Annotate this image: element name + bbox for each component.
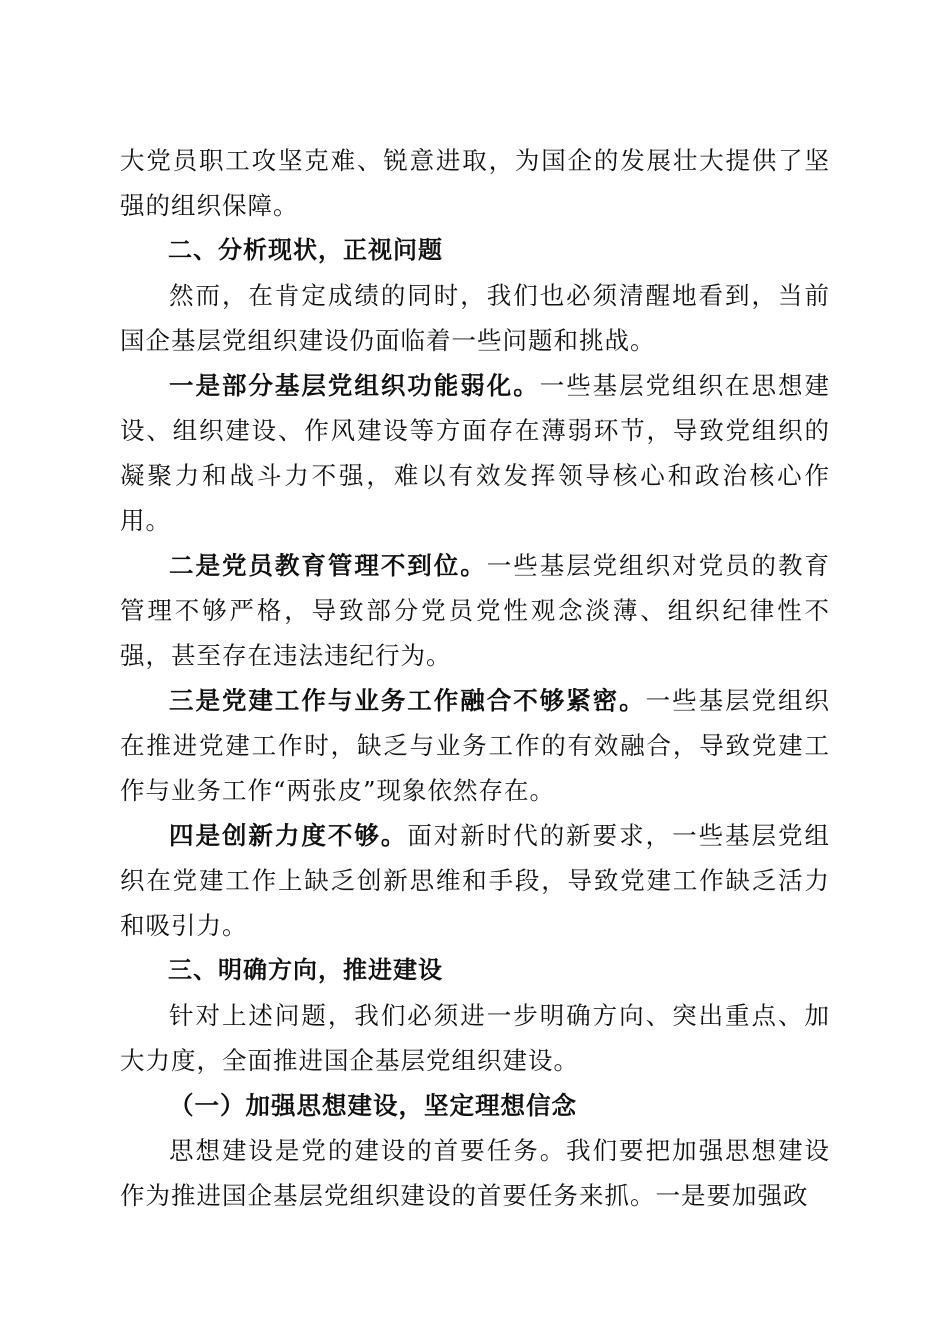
paragraph-direction-intro: 针对上述问题，我们必须进一步明确方向、突出重点、加大力度，全面推进国企基层党组织建设。: [120, 1001, 830, 1075]
section-heading-analysis: 二、分析现状，正视问题: [168, 236, 443, 264]
problem-item-2: [120, 543, 830, 678]
problem-item-1-lead: 一是部分基层党组织功能弱化。: [169, 371, 540, 400]
paragraph-continued: 大党员职工攻坚克难、锐意进取，为国企的发展壮大提供了坚强的组织保障。: [120, 146, 830, 220]
document-body: [120, 138, 830, 1218]
section-heading-direction: 三、明确方向，推进建设: [168, 956, 443, 984]
problem-item-4-body: 面对新时代的新要求，一些基层党组织在党建工作上缺乏创新思维和手段，导致党建工作缺乏活力和吸引力。: [120, 821, 830, 940]
problem-item-4: [120, 813, 830, 948]
problem-item-1: [120, 363, 830, 543]
problem-item-4-lead: 四是创新力度不够。: [169, 821, 408, 850]
problem-item-2-body: 一些基层党组织对党员的教育管理不够严格，导致部分党员党性观念淡薄、组织纪律性不强，甚至存在违法违纪行为。: [120, 551, 830, 670]
paragraph-ideology: 思想建设是党的建设的首要任务。我们要把加强思想建设作为推进国企基层党组织建设的首要任务来抓。一是要加强政: [120, 1136, 830, 1210]
subsection-heading-ideology: （一）加强思想建设，坚定理想信念: [169, 1091, 577, 1120]
problem-item-3-body: 一些基层党组织在推进党建工作时，缺乏与业务工作的有效融合，导致党建工作与业务工作“两张皮”现象依然存在。: [120, 686, 830, 805]
problem-item-2-lead: 二是党员教育管理不到位。: [169, 551, 487, 580]
problem-item-3: [120, 678, 830, 813]
problem-item-3-lead: 三是党建工作与业务工作融合不够紧密。: [169, 686, 646, 715]
paragraph-intro-problems: 然而，在肯定成绩的同时，我们也必须清醒地看到，当前国企基层党组织建设仍面临着一些问题和挑战。: [120, 281, 830, 355]
problem-item-1-body: 一些基层党组织在思想建设、组织建设、作风建设等方面存在薄弱环节，导致党组织的凝聚力和战斗力不强，难以有效发挥领导核心和政治核心作用。: [120, 371, 831, 535]
